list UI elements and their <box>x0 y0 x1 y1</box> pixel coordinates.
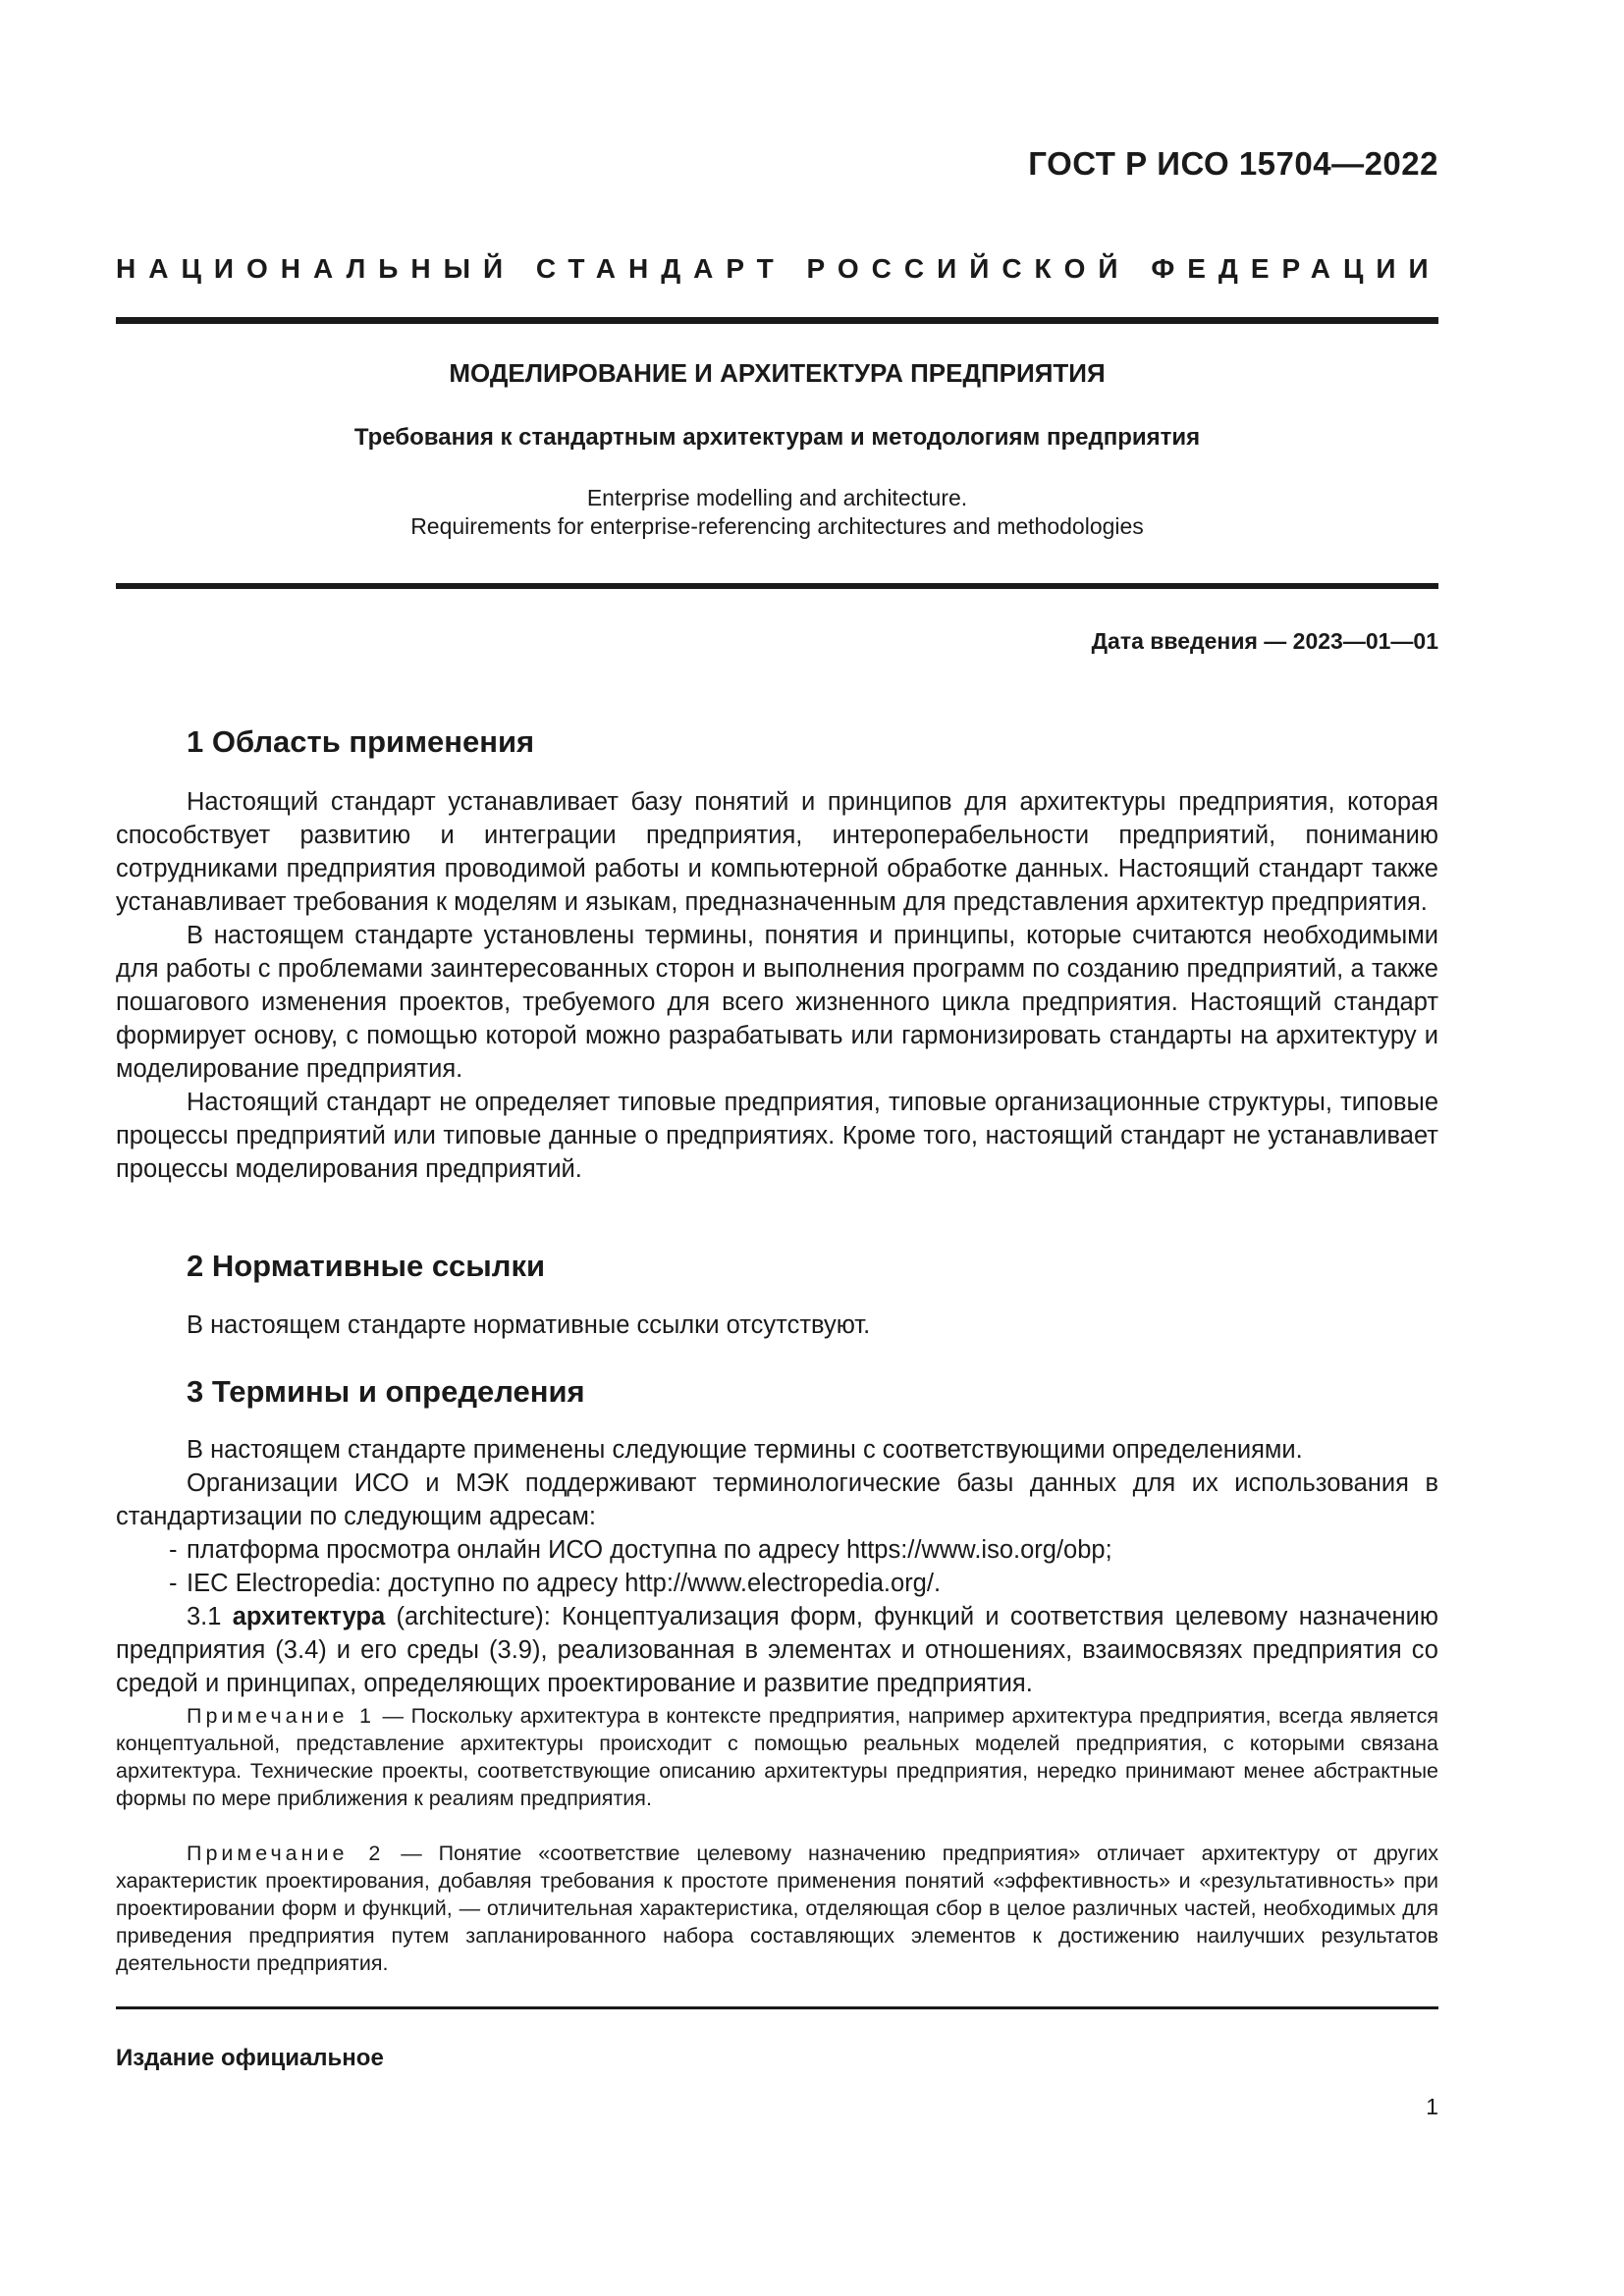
section-2-heading: 2 Нормативные ссылки <box>187 1249 546 1283</box>
note-2 <box>116 1840 1438 1977</box>
footer-rule <box>116 2006 1438 2009</box>
list-item: - IEC Electropedia: доступно по адресу http://www.electropedia.org/. <box>169 1570 942 1597</box>
title-bottom-rule <box>116 583 1438 589</box>
paragraph: В настоящем стандарте установлены термины, понятия и принципы, которые считаются необходимыми для работы с проблемами заинтересованных сторон и выполнения программ по созданию предприятий, а также пошагового изменения проектов, требуемого для всего жизненного цикла предприятия. Настоящий стандарт формирует основу, с помощью которой можно разрабатывать или гармонизировать стандарты на архитектуру и моделирование предприятия. <box>116 922 1438 1083</box>
note-1 <box>116 1702 1438 1812</box>
page-number: 1 <box>1426 2094 1438 2119</box>
term-name: архитектура <box>232 1603 386 1630</box>
english-title-line2: Requirements for enterprise-referencing architectures and methodologies <box>410 513 1144 539</box>
standard-designation: ГОСТ Р ИСО 15704—2022 <box>1028 145 1438 182</box>
list-item: - платформа просмотра онлайн ИСО доступна по адресу https://www.iso.org/obp; <box>169 1536 1112 1564</box>
term-number: 3.1 <box>187 1603 222 1630</box>
term-entry <box>116 1600 1438 1700</box>
national-standard-banner: НАЦИОНАЛЬНЫЙ СТАНДАРТ РОССИЙСКОЙ ФЕДЕРАЦИИ <box>116 253 1441 284</box>
paragraph: Организации ИСО и МЭК поддерживают терминологические базы данных для их использования в стандартизации по следующим адресам: <box>116 1469 1438 1530</box>
document-title: МОДЕЛИРОВАНИЕ И АРХИТЕКТУРА ПРЕДПРИЯТИЯ <box>449 358 1106 388</box>
note-text: — Понятие «соответствие целевому назначению предприятия» отличает архитектуру от других характеристик проектирования, добавляя требования к простоте применения понятий «эффективность» и «результативность» при проектировании форм и функций, — отличительная характеристика, отделяющая сбор в целое различных частей, необходимых для приведения предприятия путем запланированного набора составляющих элементов к достижению наилучших результатов деятельности предприятия. <box>116 1842 1439 1975</box>
english-title-line1: Enterprise modelling and architecture. <box>586 485 968 510</box>
paragraph: Настоящий стандарт не определяет типовые предприятия, типовые организационные структуры, типовые процессы предприятий или типовые данные о предприятиях. Кроме того, настоящий стандарт не устанавливает процессы моделирования предприятий. <box>116 1089 1438 1183</box>
section-1-body <box>116 785 1438 1186</box>
section-1-heading: 1 Область применения <box>187 724 535 759</box>
term-definition: (architecture): Концептуализация форм, функций и соответствия целевому назначению предприятия (3.4) и его среды (3.9), реализованная в элементах и отношениях, взаимосвязях предприятия со средой и принципах, определяющих проектирование и развитие предприятия. <box>116 1603 1439 1697</box>
paragraph: Настоящий стандарт устанавливает базу понятий и принципов для архитектуры предприятия, которая способствует развитию и интеграции предприятия, интероперабельности предприятий, пониманию сотрудниками предприятия проводимой работы и компьютерной обработке данных. Настоящий стандарт также устанавливает требования к моделям и языкам, предназначенным для представления архитектур предприятия. <box>116 788 1438 916</box>
note-text: — Поскольку архитектура в контексте предприятия, например архитектура предприятия, всегда является концептуальной, представление архитектуры происходит с помощью реальных моделей предприятия, с которыми связана архитектура. Технические проекты, соответствующие описанию архитектуры предприятия, нередко принимают менее абстрактные формы по мере приближения к реалиям предприятия. <box>116 1704 1438 1810</box>
note-label: Примечание 2 <box>187 1842 385 1865</box>
section-3-heading: 3 Термины и определения <box>187 1374 585 1409</box>
document-subtitle: Требования к стандартным архитектурам и методологиям предприятия <box>353 424 1201 451</box>
paragraph: В настоящем стандарте нормативные ссылки отсутствуют. <box>187 1311 871 1339</box>
introduction-date: Дата введения — 2023—01—01 <box>1091 628 1438 654</box>
section-2-body <box>116 1308 1438 1342</box>
section-3-body <box>116 1433 1438 1700</box>
note-label: Примечание 1 <box>187 1704 375 1728</box>
official-edition-label: Издание официальное <box>116 2045 384 2071</box>
paragraph: В настоящем стандарте применены следующие термины с соответствующими определениями. <box>187 1436 1303 1464</box>
top-thick-rule <box>116 317 1438 324</box>
